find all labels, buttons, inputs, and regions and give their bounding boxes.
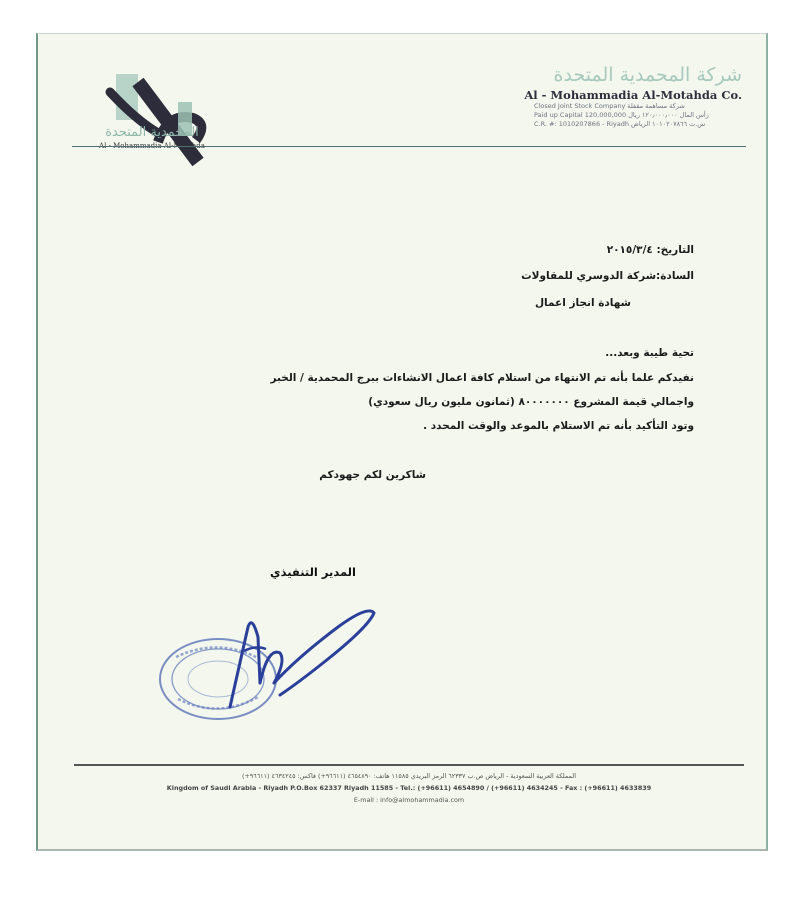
company-name-english: Al - Mohammadia Al-Motahda Co. (524, 88, 742, 102)
footer-address-english: Kingdom of Saudi Arabia - Riyadh P.O.Box 62337 Riyadh 11585 - Tel.: (+96611) 4654890 / (+96611) 4634245 - Fax : (+96611) 4633839 (166, 784, 652, 792)
company-details-line: C.R. #: 1010207866 - Riyadh س.ت ١٠١٠٢٠٧٨٦٦ الرياض (534, 120, 706, 128)
letter-recipient: السادة:شركة الدوسري للمقاولات (521, 270, 694, 282)
logo-english-name: Al - Mohammadia Al-Motahda (99, 142, 205, 150)
letter-sheet (36, 33, 768, 851)
signatory-title: المدير التنفيذي (270, 565, 356, 579)
letter-greeting: تحية طيبة وبعد... (605, 347, 694, 359)
logo-arabic-name: المحمدية المتحدة (105, 125, 199, 140)
letter-body-line: واجمالي قيمة المشروع ٨٠٠٠٠٠٠٠ (ثمانون مليون ريال سعودي) (368, 396, 694, 408)
letter-body-line: وتود التأكيد بأنه تم الاستلام بالموعد والوقت المحدد . (423, 420, 694, 432)
company-details-line: Closed Joint Stock Company شركة مساهمة مقفلة (534, 102, 685, 110)
letter-body-line: نفيدكم علما بأنه تم الانتهاء من استلام كافة اعمال الانشاءات ببرج المحمدية / الخبر (270, 372, 694, 384)
letter-subject: شهادة انجاز اعمال (534, 297, 631, 309)
company-name-arabic: شركة المحمدية المتحدة (553, 64, 742, 86)
footer-email: E-mail : info@almohammadia.com (353, 796, 465, 804)
company-logo (98, 72, 228, 172)
company-details-line: Paid up Capital 120,000,000 رأس المال ١٢٠٫٠٠٠٫٠٠٠ ريال (534, 111, 709, 119)
signature-and-seal (148, 587, 388, 737)
company-header (482, 64, 742, 129)
footer-address-arabic: المملكة العربية السعودية - الرياض ص.ب ٦٢٣٣٧ الرمز البريدي ١١٥٨٥ هاتف: ٤٦٥٤٨٩٠ (٩٦٦١١+) فاكس: ٤٦٣٤٢٤٥ (٩٦٦١١+) (242, 772, 576, 780)
letter-date: التاريخ: ٢٠١٥/٣/٤ (606, 244, 694, 256)
footer-divider (74, 764, 744, 766)
header-divider (72, 146, 746, 147)
letter-thanks: شاكرين لكم جهودكم (319, 469, 426, 481)
